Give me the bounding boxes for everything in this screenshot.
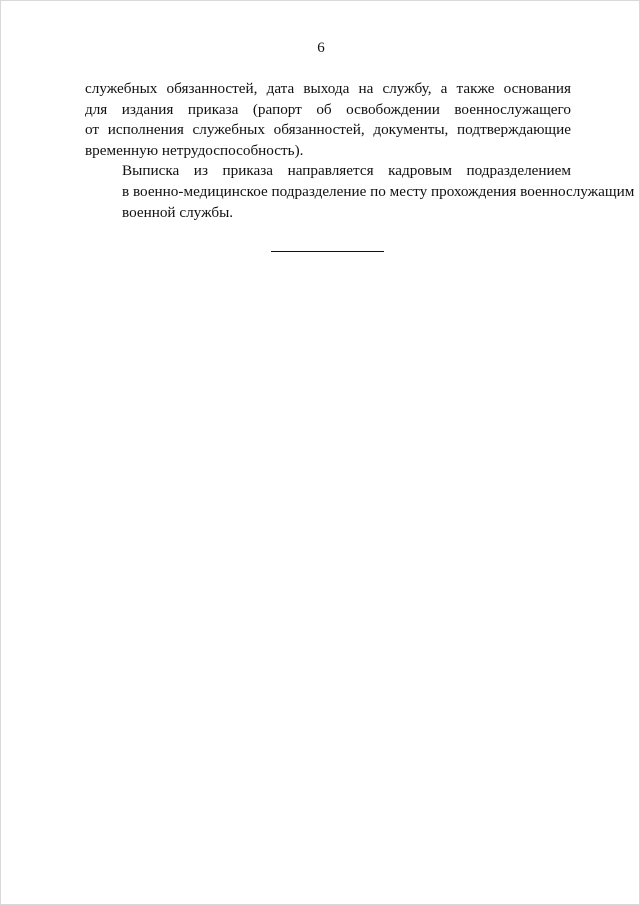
paragraph-1-line-4: временную нетрудоспособность).	[85, 141, 304, 159]
page-number: 6	[317, 40, 325, 56]
paragraph-2-line-2: в военно-медицинское подразделение по месту прохождения военнослужащим	[122, 182, 635, 200]
paragraph-1-line-2: для издания приказа (рапорт об освобождении военнослужащего	[85, 100, 571, 118]
paragraph-1	[85, 79, 571, 161]
end-divider-line	[271, 251, 384, 252]
paragraph-2-line-1: Выписка из приказа направляется кадровым подразделением	[122, 162, 571, 180]
paragraph-2	[85, 161, 635, 223]
paragraph-1-line-3: от исполнения служебных обязанностей, документы, подтверждающие	[85, 121, 571, 139]
document-body	[85, 79, 635, 223]
paragraph-1-line-1: служебных обязанностей, дата выхода на службу, а также основания	[85, 80, 571, 97]
paragraph-2-line-3: военной службы.	[122, 203, 234, 221]
